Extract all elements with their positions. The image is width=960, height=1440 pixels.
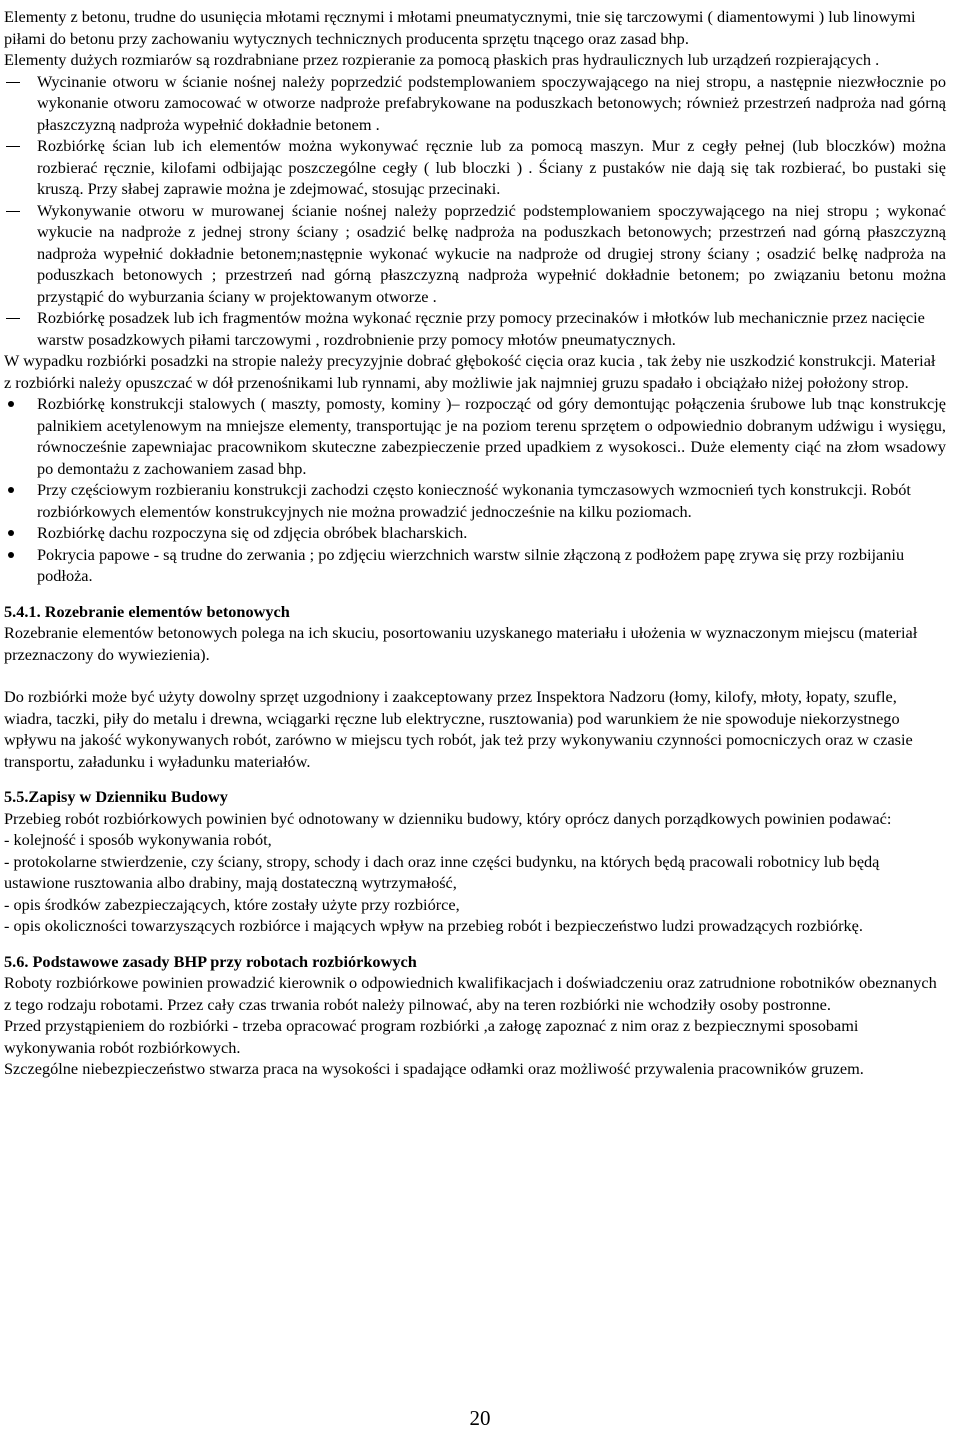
section-5-6-line: Roboty rozbiórkowe powinien prowadzić kierownik o odpowiednich kwalifikacjach i doświadczeniu oraz zatrudnione robotników obeznanych z tego rodzaju robotami. Przez cały czas trwania robót należy pilnować, aby na teren rozbiórki nie wchodziły osoby postronne.: [4, 973, 937, 1014]
bullet-list-item: Rozbiórkę dachu rozpoczyna się od zdjęcia obróbek blacharskich.: [4, 522, 946, 544]
section-5-5-line: - opis okoliczności towarzyszących rozbiórce i mających wpływ na przebieg robót i bezpieczeństwo ludzi prowadzących rozbiórkę.: [4, 916, 863, 935]
document-page: [4, 6, 946, 1080]
dash-list-item: Rozbiórkę ścian lub ich elementów można wykonywać ręcznie lub za pomocą maszyn. Mur z cegły pełnej (lub bloczków) można rozbierać ręcznie, kilofami odbijając poszczególne cegły ( lub bloczki ) . Ściany z pustaków nie dają się tak rozbierać, bo pustaki się kruszą. Przy słabej zaprawie można je zdejmować, stosując przecinaki.: [4, 135, 946, 200]
paragraph-spacer: [4, 665, 946, 686]
section-heading-5-5: 5.5.Zapisy w Dzienniku Budowy: [4, 787, 228, 806]
section-5-5-line: - kolejność i sposób wykonywania robót,: [4, 830, 272, 849]
section-5-6-line: Przed przystąpieniem do rozbiórki - trzeba opracować program rozbiórki ,a załogę zapoznać z nim oraz z bezpiecznymi sposobami wykonywania robót rozbiórkowych.: [4, 1016, 859, 1057]
dash-list: [4, 71, 946, 351]
section-5-6-line: Szczególne niebezpieczeństwo stwarza praca na wysokości i spadające odłamki oraz możliwość przywalenia pracowników gruzem.: [4, 1059, 864, 1078]
dash-list-item: Wycinanie otworu w ścianie nośnej należy poprzedzić podstemplowaniem spoczywającego na niej stropu, a następnie niezwłocznie po wykonanie otworu zamocować w otworze nadproże prefabrykowane na poduszkach betonowych; również przestrzeń nadproża nad górną płaszczyzną nadproża wypełnić dokładnie betonem .: [4, 71, 946, 136]
bullet-list: [4, 393, 946, 587]
floor-demolition-paragraph: W wypadku rozbiórki posadzki na stropie należy precyzyjnie dobrać głębokość cięcia oraz kucia , tak żeby nie uszkodzić konstrukcji. Materiał z rozbiórki należy opuszczać w dół przenośnikami lub rynnami, aby możliwie jak najmniej gruzu spadało i obciążało niżej położony strop.: [4, 351, 936, 392]
bullet-list-item: Rozbiórkę konstrukcji stalowych ( maszty, pomosty, kominy )– rozpocząć od góry demontując połączenia śrubowe lub tnąc konstrukcję palnikiem acetylenowym na mniejsze elementy, transportując je na poziom terenu sprzętem o odpowiednio dobranym udźwigu i wysięgu, równocześnie zapewniajac pracownikom skuteczne zabezpieczenie przed upadkiem z wysokosci.. Duże elementy ciąć na złom wsadowy po demontażu z zachowaniem zasad bhp.: [4, 393, 946, 479]
section-heading-5-4-1: 5.4.1. Rozebranie elementów betonowych: [4, 601, 290, 621]
bullet-list-item: Przy częściowym rozbieraniu konstrukcji zachodzi często konieczność wykonania tymczasowych wzmocnień tych konstrukcji. Robót rozbiórkowych elementów konstrukcyjnych nie można prowadzić jednocześnie na kilku poziomach.: [4, 479, 946, 522]
intro-paragraph-2: Elementy dużych rozmiarów są rozdrabniane przez rozpieranie za pomocą płaskich pras hydraulicznych lub urządzeń rozpierających .: [4, 50, 880, 69]
section-5-4-1-paragraph: Do rozbiórki może być użyty dowolny sprzęt uzgodniony i zaakceptowany przez Inspektora Nadzoru (łomy, kilofy, młoty, łopaty, szufle, wiadra, taczki, piły do metalu i drewna, wciągarki ręczne lub elektryczne, rusztowania) pod warunkiem że nie spowoduje niekorzystnego wpływu na jakość wykonywanych robót, zarówno w miejscu tych robót, jak też przy wykonywaniu czynności pomocniczych oraz w czasie transportu, załadunku i wyładunku materiałów.: [4, 687, 913, 771]
section-5-5-line: Przebieg robót rozbiórkowych powinien być odnotowany w dzienniku budowy, który oprócz danych porządkowych powinien podawać:: [4, 808, 892, 828]
bullet-list-item: Pokrycia papowe - są trudne do zerwania ; po zdjęciu wierzchnich warstw silnie złączoną z podłożem papę zrywa się przy rozbijaniu podłoża.: [4, 544, 946, 587]
section-5-5-line: - opis środków zabezpieczających, które zostały użyte przy rozbiórce,: [4, 894, 460, 914]
section-heading-5-6: 5.6. Podstawowe zasady BHP przy robotach rozbiórkowych: [4, 951, 417, 971]
page-number: 20: [469, 1406, 491, 1430]
dash-list-item: Wykonywanie otworu w murowanej ścianie nośnej należy poprzedzić podstemplowaniem spoczywającego na niej stropu ; wykonać wykucie na nadproże z jednej strony ściany ; osadzić belkę nadproża na poduszkach betonowych; przestrzeń nad górną płaszczyzną nadproża wypełnić dokładnie betonem;następnie wykonać wykucie na nadproże od drugiej strony ściany ; osadzić belkę nadproża na poduszkach betonowych ; przestrzeń nad górną płaszczyzną nadproża wypełnić dokładnie betonem; po związaniu betonu można przystąpić do wyburzania ściany w projektowanym otworze .: [4, 200, 946, 308]
section-5-5-line: - protokolarne stwierdzenie, czy ściany, stropy, schody i dach oraz inne części budynku, na których będą pracowali robotnicy lub będą ustawione rusztowania albo drabiny, mają dostateczną wytrzymałość,: [4, 851, 880, 892]
dash-list-item: Rozbiórkę posadzek lub ich fragmentów można wykonać ręcznie przy pomocy przecinaków i młotków lub mechanicznie przez nacięcie warstw posadzkowych piłami tarczowymi , rozdrobnienie przy pomocy młotów pneumatycznych.: [4, 307, 946, 350]
section-5-4-1-paragraph: Rozebranie elementów betonowych polega na ich skuciu, posortowaniu uzyskanego materiału i ułożenia w wyznaczonym miejscu (materiał przeznaczony do wywiezienia).: [4, 623, 918, 664]
intro-paragraph-1: Elementy z betonu, trudne do usunięcia młotami ręcznymi i młotami pneumatycznymi, tnie się tarczowymi ( diamentowymi ) lub linowymi piłami do betonu przy zachowaniu wytycznych technicznych producenta sprzętu tnącego oraz zasad bhp.: [4, 7, 916, 48]
